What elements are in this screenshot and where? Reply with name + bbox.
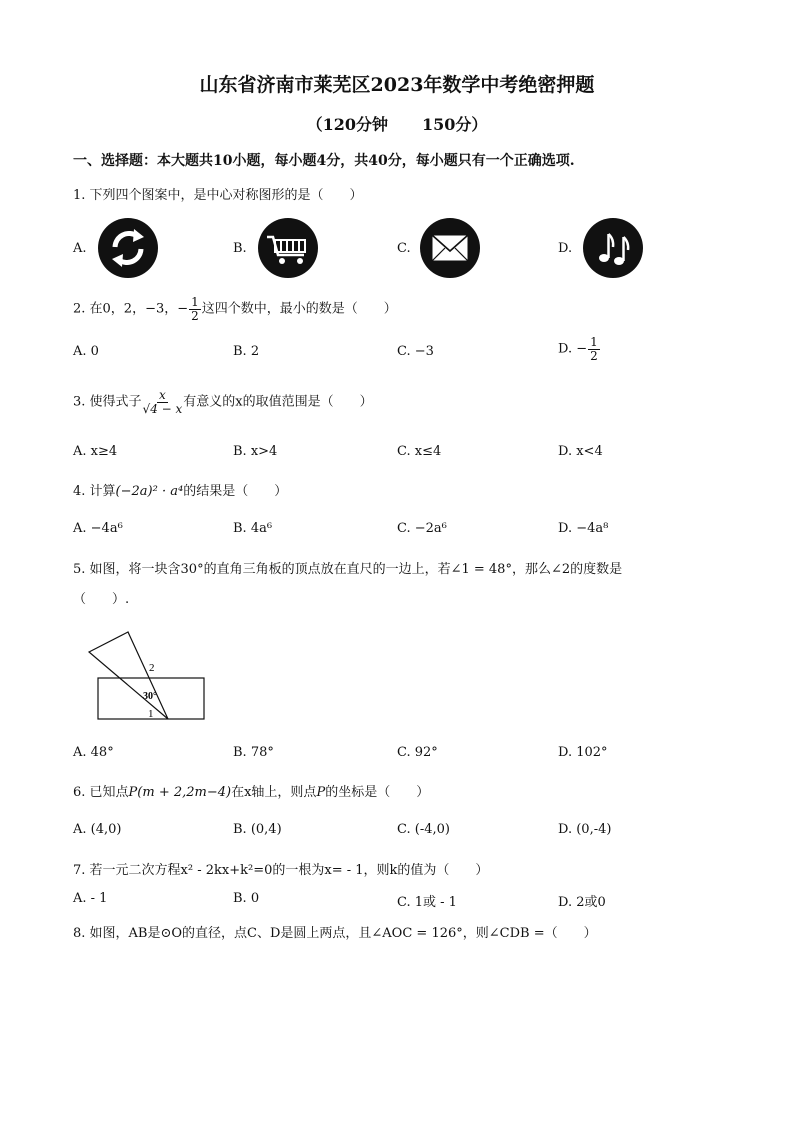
question-6-stem [73, 781, 429, 800]
q4-option-a: A. −4a⁶ [73, 521, 123, 536]
question-1-stem: 1. 下列四个图案中，是中心对称图形的是（ ） [73, 188, 363, 203]
q7-option-a: A. - 1 [73, 891, 108, 906]
music-notes-icon [582, 217, 644, 279]
q4-option-d: D. −4a⁸ [558, 521, 609, 536]
q2-option-c: C. −3 [397, 344, 434, 359]
recycle-arrows-icon [97, 217, 159, 279]
q2-option-d [558, 336, 601, 362]
q6-option-d: D. (0,-4) [558, 822, 612, 837]
exam-subtitle [0, 112, 794, 135]
angle-30-label: 30° [143, 691, 157, 702]
q5-option-b: B. 78° [233, 745, 274, 760]
q1-option-a: A. [73, 241, 87, 256]
q1-option-d: D. [558, 241, 573, 256]
q1-option-c: C. [397, 241, 411, 256]
q2-stem-pre: 2. 在0，2，−3，− [73, 301, 189, 317]
q4-stem-post: 的结果是（ ） [183, 484, 288, 499]
q4-option-c: C. −2a⁶ [397, 521, 447, 536]
q4-stem-pre: 4. 计算 [73, 484, 116, 499]
question-2-stem [73, 296, 397, 322]
q6-p: P [316, 785, 326, 800]
q4-expression: (−2a)² · a⁴ [115, 484, 184, 499]
q3-frac-num: x [159, 388, 166, 402]
q5-option-d: D. 102° [558, 745, 608, 760]
total-score: 150分） [422, 115, 488, 134]
q7-option-d: D. 2或0 [558, 895, 606, 910]
q4-option-b: B. 4a⁶ [233, 521, 273, 536]
time-limit: （120分钟 [306, 115, 388, 134]
question-8-stem: 8. 如图，AB是⊙O的直径，点C、D是圆上两点，且∠AOC = 126°，则∠CDB =（ ） [73, 926, 597, 941]
q6-stem-mid: 在x轴上，则点 [231, 785, 317, 800]
question-7-stem: 7. 若一元二次方程x² - 2kx+k²=0的一根为x= - 1，则k的值为（ ） [73, 863, 489, 878]
q6-stem-pre: 6. 已知点 [73, 785, 129, 800]
q2-stem-post: 这四个数中，最小的数是（ ） [201, 301, 397, 317]
q6-option-a: A. (4,0) [73, 822, 122, 837]
q2-option-d-label: D. − [558, 341, 588, 357]
q3-stem-pre: 3. 使得式子 [73, 394, 142, 410]
triangle-ruler-figure [82, 628, 212, 724]
page-title: 山东省济南市莱芜区2023年数学中考绝密押题 [199, 74, 595, 96]
envelope-icon [419, 217, 481, 279]
q3-option-d: D. x<4 [558, 444, 603, 459]
q3-fraction [143, 389, 183, 415]
q2-fraction [189, 296, 201, 322]
q3-option-b: B. x>4 [233, 444, 278, 459]
q5-option-c: C. 92° [397, 745, 438, 760]
angle-1-label: 1 [148, 708, 154, 720]
q6-stem-post: 的坐标是（ ） [325, 785, 430, 800]
shopping-cart-icon [257, 217, 319, 279]
q2-d-den: 2 [590, 348, 598, 363]
q3-option-a: A. x≥4 [73, 444, 118, 459]
q3-frac-den: √4 − x [142, 401, 183, 416]
q7-option-b: B. 0 [233, 891, 260, 906]
q2-option-a: A. 0 [73, 344, 99, 359]
question-3-stem [73, 389, 373, 415]
q2-frac-num: 1 [191, 295, 199, 309]
set-square-triangle [89, 632, 168, 719]
question-5-stem: 5. 如图，将一块含30°的直角三角板的顶点放在直尺的一边上，若∠1 = 48°，那么∠2的度数是 [73, 562, 623, 577]
q2-option-d-fraction [588, 336, 600, 362]
question-5-stem-cont: （ ）. [73, 592, 130, 607]
q6-option-c: C. (-4,0) [397, 822, 450, 837]
q3-stem-post: 有意义的x的取值范围是（ ） [183, 394, 373, 410]
angle-2-label: 2 [149, 662, 155, 674]
q2-frac-den: 2 [191, 308, 199, 323]
q2-d-num: 1 [590, 335, 598, 349]
q6-option-b: B. (0,4) [233, 822, 282, 837]
q7-option-c: C. 1或 - 1 [397, 895, 457, 910]
q1-option-b: B. [233, 241, 247, 256]
q5-option-a: A. 48° [73, 745, 114, 760]
q2-option-b: B. 2 [233, 344, 260, 359]
q6-point: P(m + 2,2m−4) [128, 785, 232, 800]
question-4-stem [73, 480, 287, 499]
q3-option-c: C. x≤4 [397, 444, 442, 459]
section-heading: 一、选择题：本大题共10小题，每小题4分，共40分，每小题只有一个正确选项. [73, 153, 575, 169]
